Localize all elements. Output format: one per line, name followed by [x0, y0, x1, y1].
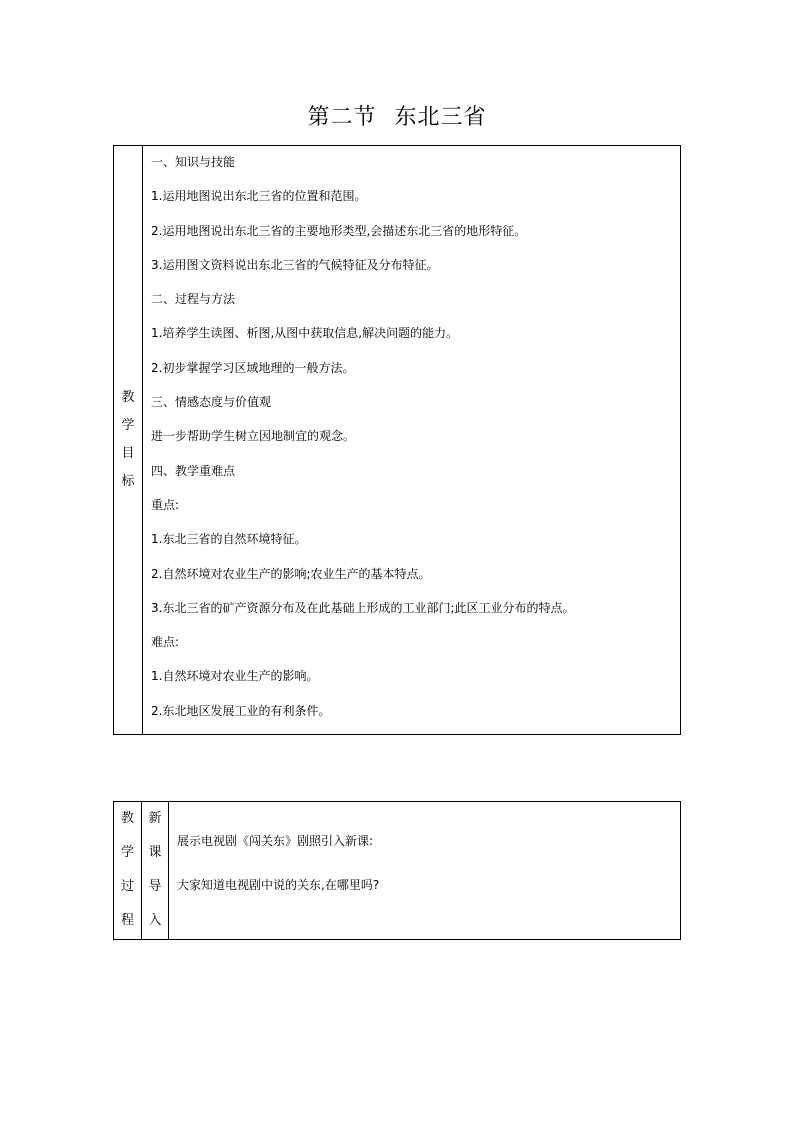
- process-sublabel: 新 课 导 入: [148, 811, 162, 928]
- process-sublabel-cell: [142, 802, 169, 940]
- objective-line: 一、知识与技能: [151, 155, 236, 169]
- process-content: [169, 802, 681, 940]
- process-table: [113, 801, 681, 940]
- objective-line: 3.东北三省的矿产资源分布及在此基础上形成的工业部门;此区工业分布的特点。: [151, 600, 575, 615]
- objective-line: 1.培养学生读图、析图,从图中获取信息,解决问题的能力。: [151, 326, 459, 341]
- objective-line: 三、情感态度与价值观: [151, 395, 272, 410]
- objective-line: 2.东北地区发展工业的有利条件。: [151, 703, 331, 718]
- objective-line: 3.运用图文资料说出东北三省的气候特征及分布特征。: [151, 257, 439, 272]
- objective-line: 重点:: [151, 497, 180, 512]
- process-label: 教 学 过 程: [120, 811, 134, 928]
- objective-line: 二、过程与方法: [151, 292, 236, 307]
- process-label-cell: [114, 802, 142, 940]
- objective-line: 四、教学重难点: [151, 463, 236, 478]
- objective-line: 2.自然环境对农业生产的影响;农业生产的基本特点。: [151, 566, 431, 581]
- objective-line: 1.运用地图说出东北三省的位置和范围。: [151, 189, 367, 204]
- objective-line: 1.自然环境对农业生产的影响。: [151, 669, 319, 684]
- objective-line: 2.初步掌握学习区域地理的一般方法。: [151, 360, 355, 375]
- process-line: 展示电视剧《闯关东》剧照引入新课:: [177, 834, 374, 848]
- objective-line: 1.东北三省的自然环境特征。: [151, 532, 307, 547]
- page-title: [0, 100, 794, 131]
- objective-line: 2.运用地图说出东北三省的主要地形类型,会描述东北三省的地形特征。: [151, 223, 527, 238]
- objective-line: 难点:: [151, 635, 180, 650]
- objectives-content: [143, 146, 681, 735]
- process-line: 大家知道电视剧中说的关东,在哪里吗?: [177, 878, 380, 892]
- objective-line: 进一步帮助学生树立因地制宜的观念。: [151, 429, 356, 444]
- title-topic: 东北三省: [394, 105, 487, 130]
- objectives-table: [113, 145, 681, 735]
- title-section: 第二节: [307, 105, 377, 130]
- objectives-label: 教 学 目 标: [121, 390, 135, 490]
- objectives-label-cell: [114, 146, 143, 735]
